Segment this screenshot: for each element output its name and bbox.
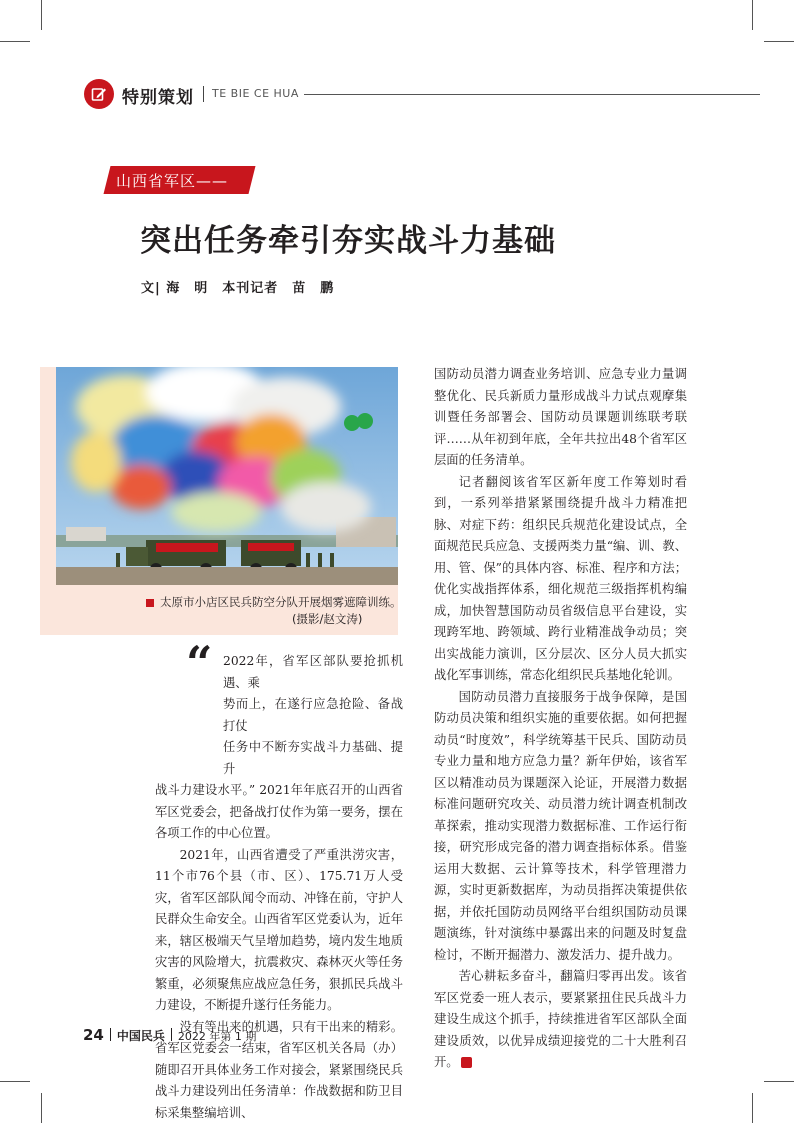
lead-line: 2022年，省军区部队要抢抓机遇、乘 [155, 651, 403, 694]
lead-text: 战斗力建设水平。” 2021年年底召开的山西省军区党委会，把备战打仗作为第一要务，摆在各项工作的中心位置。 [155, 783, 403, 840]
lead-paragraph [155, 651, 403, 845]
divider [171, 1028, 172, 1041]
photo-smoke-drill [56, 367, 398, 585]
crop-mark [41, 0, 42, 30]
lead-line: 势而上，在遂行应急抢险、备战打仗 [155, 694, 403, 737]
lead-line: 任务中不断夯实战斗力基础、提升 [155, 737, 403, 780]
section-title: 特别策划 [122, 83, 194, 108]
closing-text: 苦心耕耘多奋斗，翻篇归零再出发。该省军区党委一班人表示，要紧紧扭住民兵战斗力建设生成这个抓手，持续推进省军区部队全面建设质效，以优异成绩迎接党的二十大胜利召开。 [434, 969, 687, 1069]
crop-mark [752, 1093, 753, 1123]
kicker-label: 山西省军区—— [116, 170, 228, 191]
left-column [155, 651, 403, 1124]
caption-bullet [146, 599, 154, 607]
photo-credit: (摄影/赵文涛) [292, 611, 362, 627]
header-rule [304, 94, 760, 95]
crop-mark [41, 1093, 42, 1123]
page-footer [83, 1025, 256, 1044]
magazine-name: 中国民兵 [117, 1029, 165, 1043]
body-paragraph [434, 966, 687, 1074]
right-column [434, 364, 687, 1074]
issue-label: 2022 年第 1 期 [178, 1030, 256, 1043]
body-paragraph: 国防动员潜力调查业务培训、应急专业力量调整优化、民兵新质力量形成战斗力试点观摩集训暨任务部署会、国防动员课题训练联考联评……从年初到年底，全年共拉出48个省军区层面的任务清单。 [434, 364, 687, 472]
article-title: 突出任务牵引夯实战斗力基础 [140, 215, 556, 260]
end-mark-icon: 军 [461, 1057, 472, 1068]
crop-mark [764, 1081, 794, 1082]
body-paragraph: 记者翻阅该省军区新年度工作筹划时看到，一系列举措紧紧围绕提升战斗力精准把脉、对症下药：组织民兵规范化建设试点，全面规范民兵应急、支援两类力量“编、训、教、用、管、保”的具体内容、标准、程序和方法；优化实战指挥体系，细化规范三级指挥机构编成，加快智慧国防动员省级信息平台建设，实现跨军地、跨领域、跨行业精准战争动员；突出实战能力演训，区分层次、区分人员大抓实战化军事训练，常态化组织民兵基地化轮训。 [434, 472, 687, 687]
edit-icon [84, 79, 114, 109]
crop-mark [0, 1081, 30, 1082]
crop-mark [0, 41, 30, 42]
divider [203, 86, 204, 102]
crop-mark [752, 0, 753, 30]
section-subtitle: TE BIE CE HUA [212, 87, 299, 100]
page-number: 24 [83, 1026, 104, 1044]
body-paragraph: 2021年，山西省遭受了严重洪涝灾害，11个市76个县（市、区）、175.71万人受灾，省军区部队闻令而动、冲锋在前，守护人民群众生命安全。山西省军区党委认为，近年来，辖区极端天气呈增加趋势，境内发生地质灾害的风险增大，抗震救灾、森林灭火等任务繁重，必须聚焦应战应急任务，狠抓民兵战斗力建设，不断提升遂行任务能力。 [155, 845, 403, 1017]
photo-caption: 太原市小店区民兵防空分队开展烟雾遮障训练。 [160, 594, 402, 610]
crop-mark [764, 41, 794, 42]
body-paragraph: 没有等出来的机遇，只有干出来的精彩。省军区党委会一结束，省军区机关各局（办）随即召开具体业务工作对接会，紧紧围绕民兵战斗力建设列出任务清单：作战数据和防卫目标采集整编培训、 [155, 1017, 403, 1124]
body-paragraph: 国防动员潜力直接服务于战争保障，是国防动员决策和组织实施的重要依据。如何把握动员“时度效”，科学统筹基干民兵、国防动员专业力量和地方应急力量？新年伊始，该省军区以精准动员为课题深入论证，开展潜力数据标准问题研究攻关、动员潜力统计调查机制改革探索，推动实现潜力数据标准、工作运行衔接，研究形成完备的潜力调查指标体系。借鉴运用大数据、云计算等技术，科学管理潜力源，实时更新数据库，为动员指挥决策提供依据，并依托国防动员网络平台组织国防动员课题演练，针对演练中暴露出来的问题及时复盘检讨，不断开掘潜力、激发活力、提升战力。 [434, 687, 687, 967]
divider [110, 1028, 111, 1041]
quote-mark-icon: “ [186, 640, 212, 686]
byline: 文| 海 明 本刊记者 苗 鹏 [141, 277, 334, 296]
